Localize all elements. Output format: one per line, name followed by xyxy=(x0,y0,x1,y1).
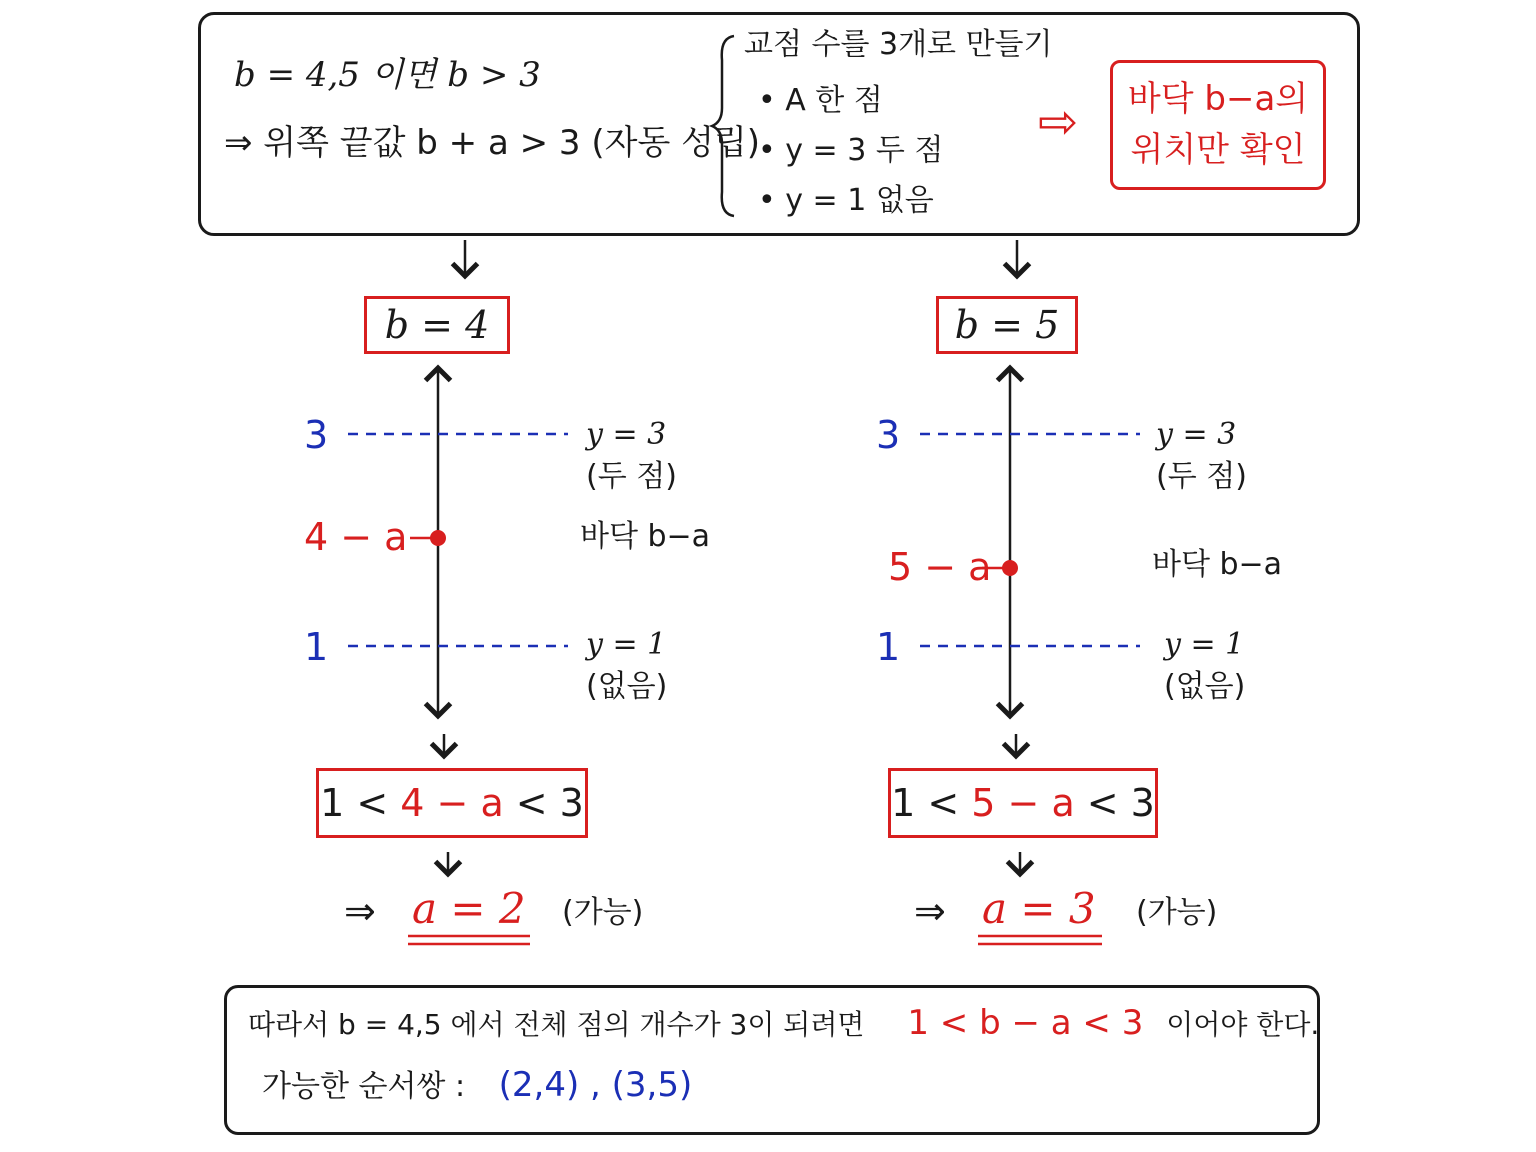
left-result-note: (가능) xyxy=(562,895,644,930)
left-lower-label: y = 1 xyxy=(586,627,667,662)
left-floor-dot xyxy=(430,530,446,546)
callout-line1: 바닥 b−a의 xyxy=(1127,79,1309,119)
conclusion-line1-end: 이어야 한다. xyxy=(1166,1008,1320,1041)
right-result-note: (가능) xyxy=(1136,895,1218,930)
condition-bullet-y1-text: y = 1 없음 xyxy=(785,183,934,218)
left-b-box xyxy=(364,296,510,354)
left-ineq-right: < 3 xyxy=(515,781,584,825)
left-lower-value: 1 xyxy=(304,625,329,669)
condition-brace xyxy=(712,36,734,216)
left-ineq-mid: 4 − a xyxy=(400,781,504,825)
left-b-label: b = 4 xyxy=(384,303,490,347)
left-implies: ⇒ xyxy=(344,889,376,933)
right-ineq-left: 1 < xyxy=(891,781,960,825)
left-lower-note: (없음) xyxy=(586,669,668,704)
condition-bullet-y3: • y = 3 두 점 xyxy=(758,133,944,168)
right-floor-value: 5 − a xyxy=(888,545,992,589)
left-ineq-left: 1 < xyxy=(320,781,389,825)
callout-line2: 위치만 확인 xyxy=(1130,130,1306,170)
right-lower-label: y = 1 xyxy=(1164,627,1245,662)
right-upper-note: (두 점) xyxy=(1156,459,1247,494)
left-floor-label: 바닥 b−a xyxy=(580,519,711,554)
right-result: a = 3 xyxy=(982,884,1096,933)
condition-bullet-a: • A 한 점 xyxy=(758,83,883,118)
right-upper-label: y = 3 xyxy=(1156,417,1237,452)
left-result: a = 2 xyxy=(412,884,526,933)
top-line-upper-end: ⇒ 위쪽 끝값 b + a > 3 (자동 성립) xyxy=(224,123,761,163)
top-line-b-values: b = 4,5 이면 b > 3 xyxy=(234,55,541,95)
right-ineq-mid: 5 − a xyxy=(971,781,1075,825)
condition-bullet-a-text: A 한 점 xyxy=(785,83,883,118)
right-upper-value: 3 xyxy=(876,413,901,457)
conclusion-line2 xyxy=(262,1065,693,1105)
left-upper-note: (두 점) xyxy=(586,459,677,494)
right-lower-note: (없음) xyxy=(1164,669,1246,704)
conclusion-range: 1 < b − a < 3 xyxy=(907,1003,1144,1043)
condition-bullet-y3-text: y = 3 두 점 xyxy=(785,133,944,168)
right-floor-dot xyxy=(1002,560,1018,576)
left-floor-value: 4 − a xyxy=(304,515,408,559)
conclusion-line1 xyxy=(248,1003,1320,1043)
left-inequality-box xyxy=(316,768,588,838)
left-upper-value: 3 xyxy=(304,413,329,457)
left-upper-label: y = 3 xyxy=(586,417,667,452)
right-b-box xyxy=(936,296,1078,354)
condition-bullet-y1: • y = 1 없음 xyxy=(758,183,934,218)
right-lower-value: 1 xyxy=(876,625,901,669)
right-b-label: b = 5 xyxy=(954,303,1060,347)
conclusion-pairs: (2,4) , (3,5) xyxy=(498,1065,693,1105)
right-floor-label: 바닥 b−a xyxy=(1152,547,1283,582)
right-implies: ⇒ xyxy=(914,889,946,933)
conclusion-line1-text: 따라서 b = 4,5 에서 전체 점의 개수가 3이 되려면 xyxy=(248,1008,865,1041)
conclusion-pairs-label: 가능한 순서쌍 : xyxy=(262,1069,466,1104)
condition-title: 교점 수를 3개로 만들기 xyxy=(744,27,1053,62)
right-inequality-box xyxy=(888,768,1158,838)
hollow-arrow-icon: ⇨ xyxy=(1038,94,1079,150)
right-ineq-right: < 3 xyxy=(1086,781,1155,825)
